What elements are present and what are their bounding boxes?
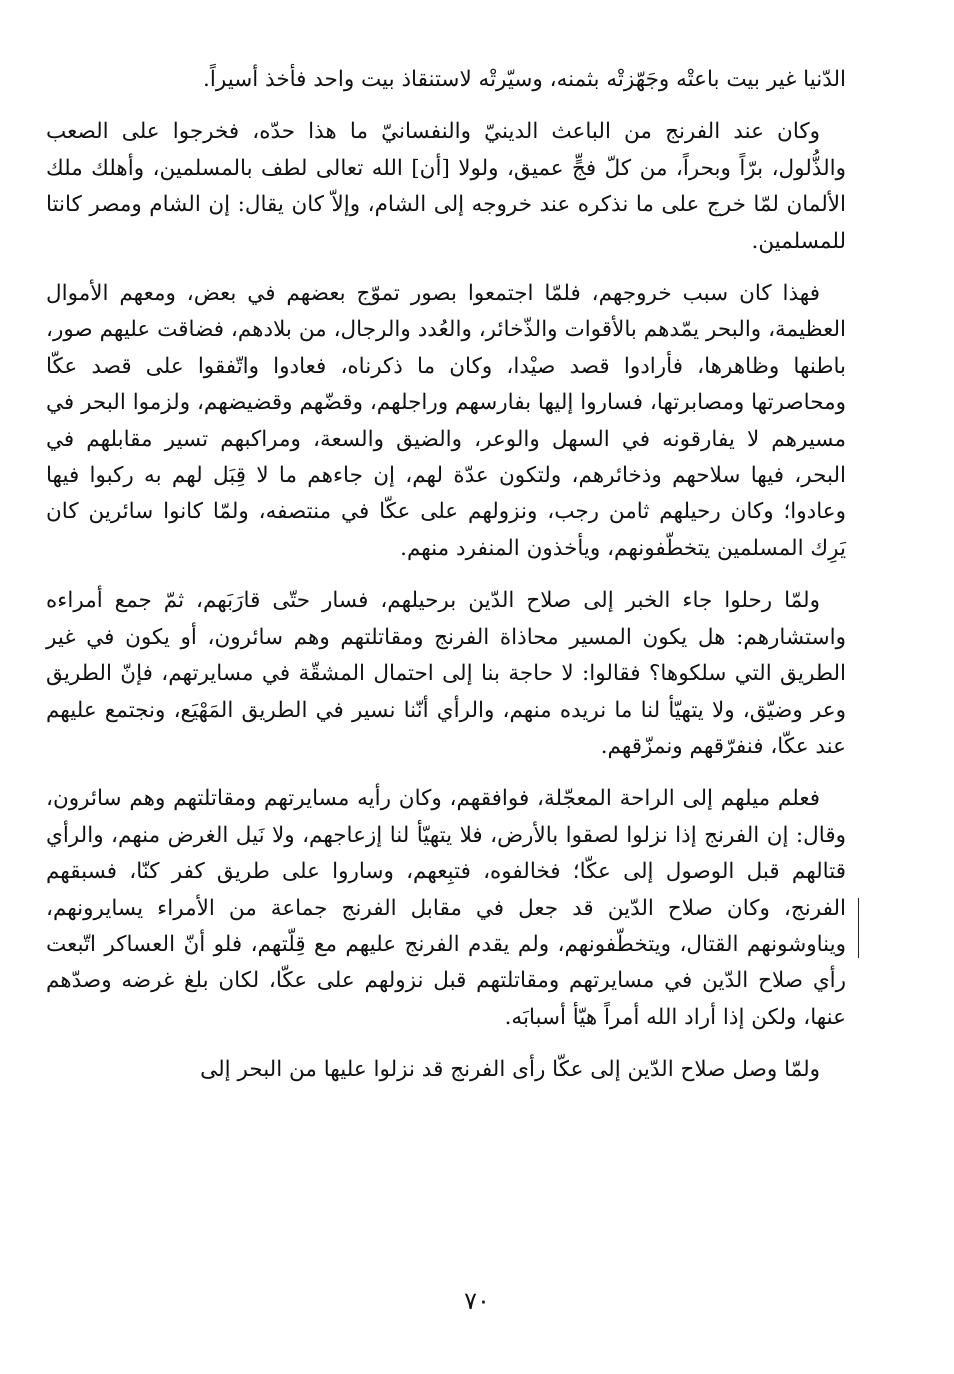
paragraph-2: وكان عند الفرنج من الباعث الدينيّ والنفسانيّ ما هذا حدّه، فخرجوا على الصعب والذُّلول، برّاً وبحراً، من كلّ فجٍّ عميق، ولولا [أن] الله تعالى لطف بالمسلمين، وأهلك ملك الألمان لمّا خرج على ما نذكره عند خروجه إلى الشام، وإلاّ كان يقال: إن الشام ومصر كانتا للمسلمين. [46, 119, 846, 254]
page-body [46, 62, 846, 1105]
margin-rule [858, 898, 859, 958]
paragraph-3: فهذا كان سبب خروجهم، فلمّا اجتمعوا بصور تموّج بعضهم في بعض، ومعهم الأموال العظيمة، والبحر يمّدهم بالأقوات والذّخائر، والعُدد والرجال، من بلادهم، فضاقت عليهم صور، باطنها وظاهرها، فأرادوا قصد صيْدا، وكان ما ذكرناه، فعادوا واتّفقوا على قصد عكّا ومحاصرتها ومصابرتها، فساروا إليها بفارسهم وراجلهم، وقضّهم وقضيضهم، ولزموا البحر في مسيرهم لا يفارقونه في السهل والوعر، والضيق والسعة، ومراكبهم تسير مقابلهم في البحر، فيها سلاحهم وذخائرهم، ولتكون عدّة لهم، إن جاءهم ما لا قِبَل لهم به ركبوا فيها وعادوا؛ وكان رحيلهم ثامن رجب، ونزولهم على عكّا في منتصفه، ولمّا كانوا سائرين كان يَرِك المسلمين يتخطّفونهم، ويأخذون المنفرد منهم. [46, 281, 846, 561]
paragraph-5: فعلم ميلهم إلى الراحة المعجّلة، فوافقهم، وكان رأيه مسايرتهم ومقاتلتهم وهم سائرون، وقال: إن الفرنج إذا نزلوا لصقوا بالأرض، فلا يتهيّأ لنا إزعاجهم، ولا نَيل الغرض منهم، والرأي قتالهم قبل الوصول إلى عكّا؛ فخالفوه، فتبِعهم، وساروا على طريق كفر كنّا، فسبقهم الفرنج، وكان صلاح الدّين قد جعل في مقابل الفرنج جماعة من الأمراء يسايرونهم، ويناوشونهم القتال، ويتخطّفونهم، ولم يقدم الفرنج عليهم مع قِلّتهم، فلو أنّ العساكر اتّبعت رأي صلاح الدّين في مسايرتهم ومقاتلتهم قبل نزولهم على عكّا، لكان بلغ غرضه وصدّهم عنها، ولكن إذا أراد الله أمراً هيّأ أسبابَه. [46, 786, 846, 1030]
paragraph-4: ولمّا رحلوا جاء الخبر إلى صلاح الدّين برحيلهم، فسار حتّى قارَبَهم، ثمّ جمع أمراءه واستشارهم: هل يكون المسير محاذاة الفرنج ومقاتلتهم وهم سائرون، أو يكون في غير الطريق التي سلكوها؟ فقالوا: لا حاجة بنا إلى احتمال المشقّة في مسايرتهم، فإنّ الطريق وعر وضيّق، ولا يتهيّأ لنا ما نريده منهم، والرأي أنّنا نسير في الطريق المَهْيَع، ونجتمع عليهم عند عكّا، فنفرّقهم ونمزّقهم. [46, 588, 846, 759]
paragraph-6: ولمّا وصل صلاح الدّين إلى عكّا رأى الفرنج قد نزلوا عليها من البحر إلى [200, 1057, 820, 1083]
page-number: ٧٠ [464, 1287, 490, 1315]
paragraph-1: الدّنيا غير بيت باعتْه وجَهّزتْه بثمنه، وسيّرتْه لاستنقاذ بيت واحد فأخذ أسيراً. [203, 67, 846, 92]
